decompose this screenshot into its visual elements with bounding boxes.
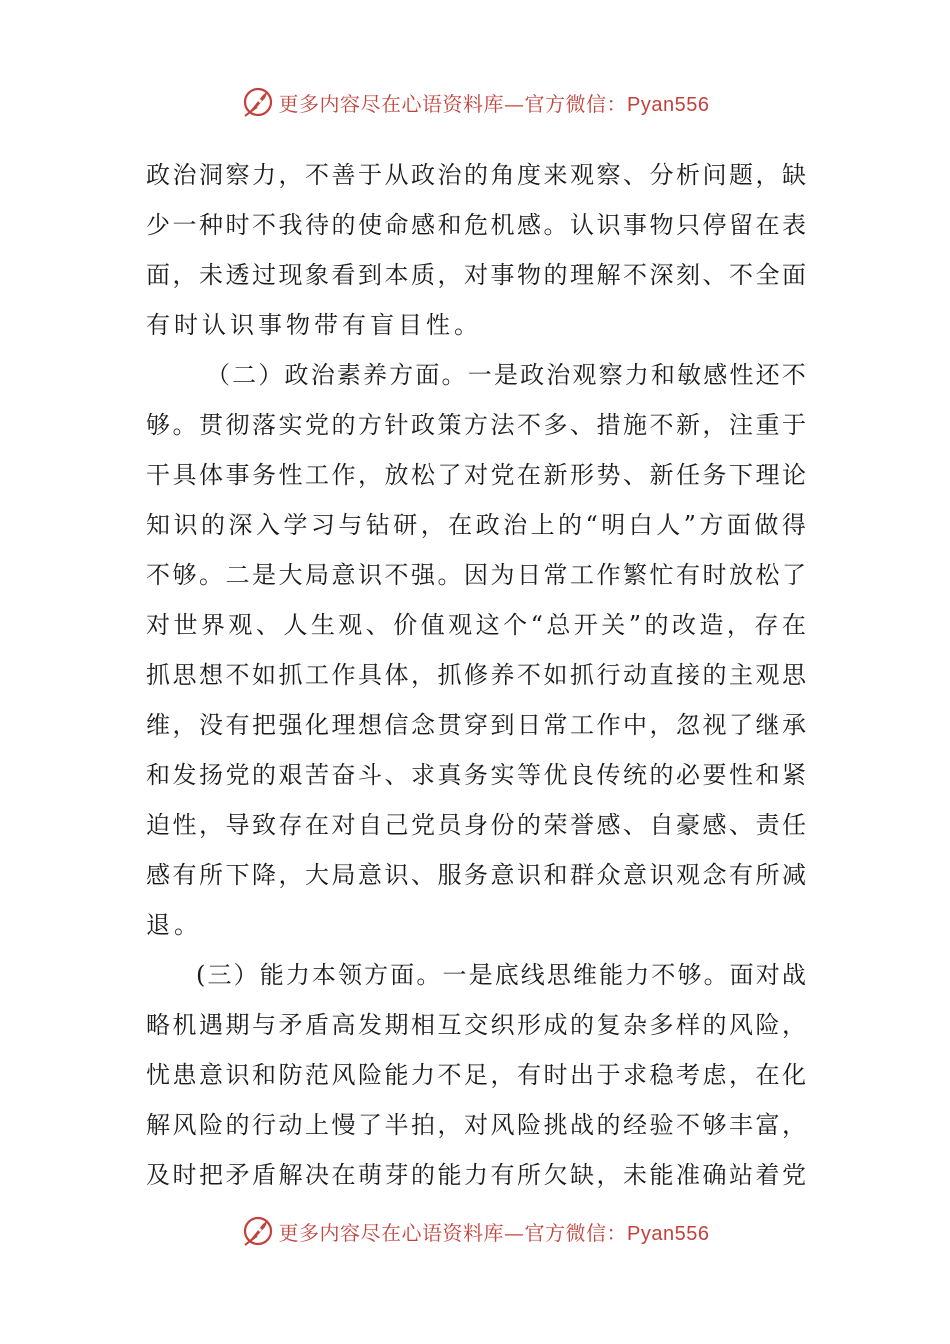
text-line: 少 一 种 时 不 我 待 的 使 命 感 和 危 机 感 。 认 识 事 物 只 停 留 在 表 — [146, 211, 806, 239]
text-line: 够 。 贯 彻 落 实 党 的 方 针 政 策 方 法 不 多 、 措 施 不 新 ， 注 重 于 — [146, 411, 806, 439]
text-line: 知 识 的 深 入 学 习 与 钻 研 ， 在 政 治 上 的 “ 明 白 人 ” 方 面 做 得 — [146, 511, 806, 539]
footer-watermark-banner — [0, 1211, 950, 1251]
banner-text — [279, 1217, 710, 1246]
banner-site-text: 更多内容尽在心语资料库—官方微信： — [278, 1220, 628, 1245]
banner-wechat-id: Pyan556 — [627, 93, 710, 116]
text-line: 抓 思 想 不 如 抓 工 作 具 体 ， 抓 修 养 不 如 抓 行 动 直 接 的 主 观 思 — [146, 661, 806, 689]
text-line: 干 具 体 事 务 性 工 作 ， 放 松 了 对 党 在 新 形 势 、 新 任 务 下 理 论 — [146, 461, 806, 489]
text-line: 和 发 扬 党 的 艰 苦 奋 斗 、 求 真 务 实 等 优 良 传 统 的 必 要 性 和 紧 — [146, 761, 806, 789]
text-line: 退。 — [146, 911, 202, 939]
text-line: 解 风 险 的 行 动 上 慢 了 半 拍 ， 对 风 险 挑 战 的 经 验 不 够 丰 富 ， — [146, 1111, 806, 1139]
text-line: 略 机 遇 期 与 矛 盾 高 发 期 相 互 交 织 形 成 的 复 杂 多 样 的 风 险 ， — [146, 1011, 806, 1039]
header-watermark-banner — [0, 82, 950, 122]
text-line: 面 ， 未 透 过 现 象 看 到 本 质 ， 对 事 物 的 理 解 不 深 刻 、 不 全 面 — [146, 261, 806, 289]
banner-wechat-id: Pyan556 — [627, 1222, 710, 1245]
text-line: 维 ， 没 有 把 强 化 理 想 信 念 贯 穿 到 日 常 工 作 中 ， 忽 视 了 继 承 — [146, 711, 806, 739]
text-line: 感 有 所 下 降 ， 大 局 意 识 、 服 务 意 识 和 群 众 意 识 观 念 有 所 减 — [146, 861, 806, 889]
pen-nib-logo-icon — [241, 1214, 275, 1248]
text-line: 不 够 。 二 是 大 局 意 识 不 强 。 因 为 日 常 工 作 繁 忙 有 时 放 松 了 — [146, 561, 806, 589]
text-line: 对 世 界 观 、 人 生 观 、 价 值 观 这 个 “ 总 开 关 ” 的 改 造 ， 存 在 — [146, 611, 806, 639]
banner-site-text: 更多内容尽在心语资料库—官方微信： — [278, 91, 628, 116]
text-line: 有时认识事物带有盲目性。 — [146, 311, 482, 339]
text-line: 政 治 洞 察 力 ， 不 善 于 从 政 治 的 角 度 来 观 察 、 分 析 问 题 ， 缺 — [146, 161, 806, 189]
text-line: 及 时 把 矛 盾 解 决 在 萌 芽 的 能 力 有 所 欠 缺 ， 未 能 准 确 站 着 党 — [146, 1161, 806, 1189]
text-line: （ 二 ） 政 治 素 养 方 面 。 一 是 政 治 观 察 力 和 敏 感 性 还 不 — [206, 361, 806, 389]
document-body — [146, 150, 806, 1200]
text-line: ( 三 ） 能 力 本 领 方 面 。 一 是 底 线 思 维 能 力 不 够 。 面 对 战 — [196, 961, 806, 989]
pen-nib-logo-icon — [241, 85, 275, 119]
banner-text — [279, 88, 710, 117]
text-line: 迫 性 ， 导 致 存 在 对 自 己 党 员 身 份 的 荣 誉 感 、 自 豪 感 、 责 任 — [146, 811, 806, 839]
text-line: 忧 患 意 识 和 防 范 风 险 能 力 不 足 ， 有 时 出 于 求 稳 考 虑 ， 在 化 — [146, 1061, 806, 1089]
